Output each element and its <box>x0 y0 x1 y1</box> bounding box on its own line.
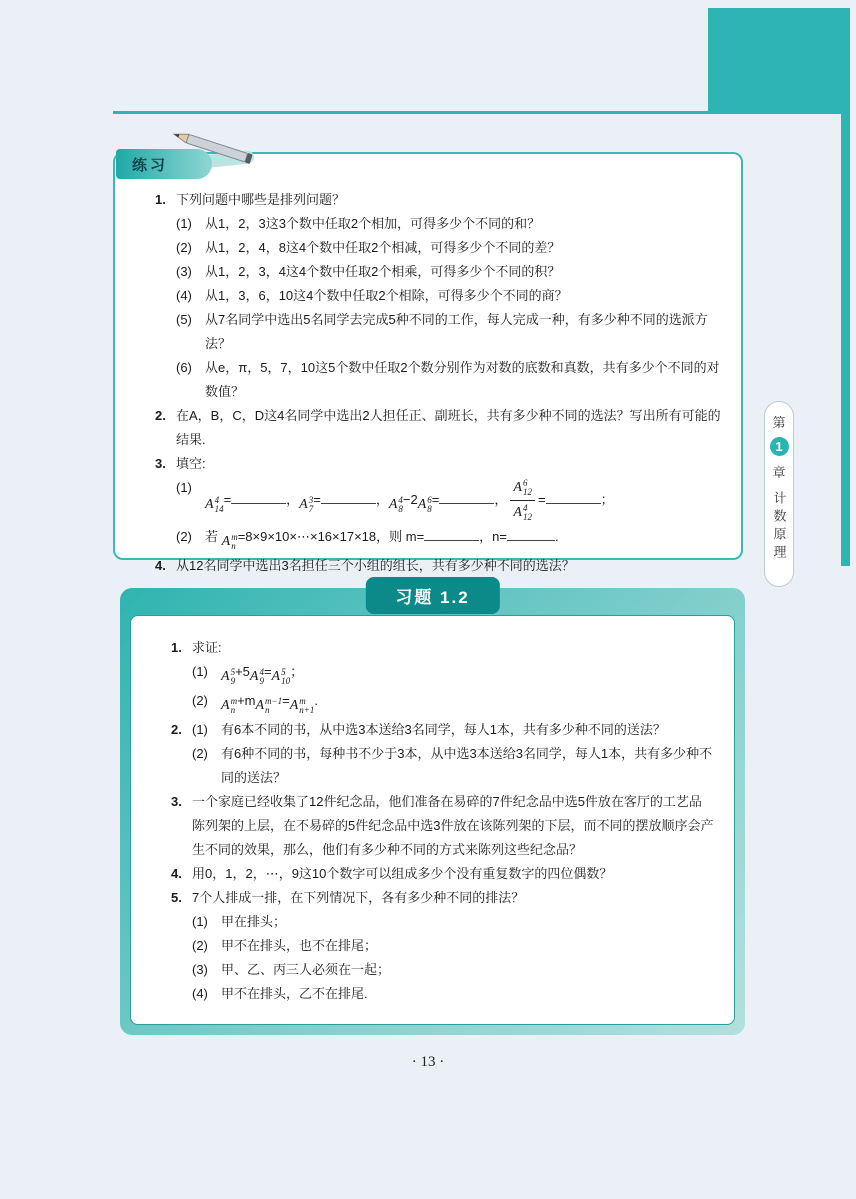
item-number: 5. <box>171 890 182 905</box>
problem-line <box>155 404 727 452</box>
problems-box <box>120 588 745 1035</box>
text-segment: 从1，3，6，10这4个数中任取2个相除，可得多少个不同的商？ <box>205 288 568 303</box>
problem-line <box>171 689 714 718</box>
text-segment: ，n= <box>479 529 507 544</box>
text-segment: . <box>314 693 318 708</box>
problem-line <box>155 188 727 212</box>
text-segment: ； <box>290 664 304 679</box>
sub-item-number: (2) <box>176 240 192 255</box>
text-segment: 从1，2，3这3个数中任取2个相加，可得多少个不同的和？ <box>205 216 541 231</box>
text-segment: 从7名同学中选出5名同学去完成5种不同的工作，每人完成一种，有多少种不同的选派方法？ <box>205 312 708 351</box>
problem-line <box>171 636 714 660</box>
sub-item-number: (5) <box>176 312 192 327</box>
text-segment: ， <box>375 491 389 507</box>
chapter-tab <box>764 401 794 587</box>
problem-text <box>192 636 714 660</box>
exercise-box <box>113 152 743 573</box>
math-symbol: A 3 7 <box>299 494 314 514</box>
problem-text <box>205 236 727 260</box>
problem-text <box>221 910 714 934</box>
text-segment: 用0，1，2，⋯，9这10个数字可以组成多少个没有重复数字的四位偶数？ <box>192 866 613 881</box>
problem-line <box>155 212 727 236</box>
text-segment: 7个人排成一排，在下列情况下，各有多少种不同的排法？ <box>192 890 525 905</box>
top-rule <box>113 111 744 114</box>
problem-line <box>155 236 727 260</box>
problem-text <box>176 404 727 452</box>
problem-line <box>171 934 714 958</box>
problem-line <box>171 886 714 910</box>
item-number: 1. <box>155 192 166 207</box>
blank-underline <box>439 490 494 504</box>
text-segment: = <box>537 491 546 507</box>
text-segment: −2 <box>402 491 418 507</box>
problem-text <box>205 260 727 284</box>
item-number: 3. <box>155 456 166 471</box>
text-segment: = <box>313 491 321 507</box>
problem-line <box>155 356 727 404</box>
sub-item-number: (4) <box>192 986 208 1001</box>
problem-line <box>155 284 727 308</box>
sub-item-number: (2) <box>192 746 208 761</box>
chapter-title-vertical: 计数原理 <box>771 491 787 563</box>
math-symbol: A m n <box>221 696 238 715</box>
text-segment: = <box>282 693 290 708</box>
math-symbol: A 6 12 <box>513 478 532 497</box>
text-segment: 填空: <box>176 456 206 471</box>
problem-line <box>155 476 727 525</box>
problem-line <box>171 660 714 689</box>
problem-line <box>171 910 714 934</box>
fraction <box>510 476 535 525</box>
problem-text <box>205 308 727 356</box>
problem-text <box>192 886 714 910</box>
sub-item-number: (6) <box>176 360 192 375</box>
text-segment: 有6种不同的书，每种书不少于3本，从中选3本送给3名同学，每人1本，共有多少种不同的送法？ <box>221 746 713 785</box>
text-segment: 从e，π，5，7，10这5个数中任取2个数分别作为对数的底数和真数，共有多少个不同的对数值？ <box>205 360 720 399</box>
problem-line <box>171 742 714 790</box>
side-strip <box>841 8 850 566</box>
blank-underline <box>507 527 555 541</box>
math-symbol: A 4 12 <box>513 503 532 522</box>
item-number: 3. <box>171 794 182 809</box>
math-symbol: A 4 14 <box>205 494 224 514</box>
problem-line <box>155 525 727 554</box>
text-segment: +5 <box>235 664 250 679</box>
item-number: 4. <box>155 558 166 573</box>
problem-text <box>192 862 714 886</box>
problem-line <box>171 790 714 862</box>
problem-text <box>221 934 714 958</box>
math-symbol: A 4 9 <box>249 667 264 686</box>
problem-line <box>171 718 714 742</box>
problem-text <box>205 212 727 236</box>
sub-item-number: (1) <box>192 914 208 929</box>
problem-text <box>205 356 727 404</box>
math-symbol: A 6 8 <box>417 494 432 514</box>
math-symbol: A m−1 n <box>255 696 283 715</box>
text-segment: 从1，2，3，4这4个数中任取2个相乘，可得多少个不同的积？ <box>205 264 561 279</box>
math-symbol: A 4 8 <box>388 494 403 514</box>
chapter-post-label: 章 <box>772 465 786 480</box>
text-segment: =8×9×10×⋯×16×17×18，则 m= <box>237 529 425 544</box>
problem-text <box>192 790 714 862</box>
problem-line <box>155 452 727 476</box>
blank-underline <box>424 527 479 541</box>
text-segment: 求证: <box>192 640 222 655</box>
text-segment: 甲不在排头，也不在排尾； <box>221 938 378 953</box>
page-number: · 13 · <box>411 1054 445 1070</box>
problem-text <box>221 689 714 718</box>
sub-item-number: (1) <box>176 480 192 495</box>
math-symbol: A m n <box>221 532 238 551</box>
problem-line <box>171 862 714 886</box>
item-number: 1. <box>171 640 182 655</box>
text-segment: ， <box>494 491 508 507</box>
sub-item-number: (3) <box>176 264 192 279</box>
problem-line <box>155 308 727 356</box>
exercise-tab-label: 练习 <box>132 156 169 174</box>
problem-text <box>205 476 727 525</box>
blank-underline <box>546 490 601 504</box>
sub-item-number: (1) <box>192 722 208 737</box>
problems-inner-panel <box>130 615 735 1025</box>
pencil-icon <box>168 124 268 174</box>
text-segment: 从1，2，4，8这4个数中任取2个相减，可得多少个不同的差？ <box>205 240 561 255</box>
problems-header: 习题 1.2 <box>365 577 499 614</box>
math-symbol: A 5 9 <box>221 667 236 686</box>
sub-item-number: (4) <box>176 288 192 303</box>
chapter-pre-label: 第 <box>772 415 786 430</box>
top-banner <box>708 8 850 114</box>
problem-text <box>221 660 714 689</box>
text-segment: = <box>223 491 232 507</box>
text-segment: 有6本不同的书，从中选3本送给3名同学，每人1本，共有多少种不同的送法？ <box>221 722 666 737</box>
sub-item-number: (1) <box>176 216 192 231</box>
chapter-number-badge: 1 <box>770 437 789 456</box>
problems-content <box>171 636 714 1006</box>
text-segment: 下列问题中哪些是排列问题？ <box>176 192 346 207</box>
blank-underline <box>231 490 286 504</box>
text-segment: 从12名同学中选出3名担任三个小组的组长，共有多少种不同的选法？ <box>176 558 575 573</box>
math-symbol: A 5 10 <box>271 667 291 686</box>
problem-text <box>221 958 714 982</box>
item-number: 4. <box>171 866 182 881</box>
text-segment: 在A，B，C，D这4名同学中选出2人担任正、副班长，共有多少种不同的选法？写出所有可能的结果. <box>176 408 721 447</box>
sub-item-number: (2) <box>176 529 192 544</box>
text-segment: ； <box>600 491 614 507</box>
problem-text <box>221 742 714 790</box>
problem-text <box>205 525 727 554</box>
text-segment: = <box>263 664 272 679</box>
text-segment: 甲、乙、丙三人必须在一起； <box>221 962 391 977</box>
problem-line <box>171 982 714 1006</box>
text-segment: 甲不在排头，乙不在排尾. <box>221 986 368 1001</box>
problem-line <box>155 554 727 578</box>
problem-text <box>221 982 714 1006</box>
math-symbol: A m n+1 <box>289 696 315 715</box>
text-segment: 甲在排头； <box>221 914 287 929</box>
exercise-content <box>115 154 741 578</box>
sub-item-number: (2) <box>192 693 208 708</box>
sub-item-number: (3) <box>192 962 208 977</box>
text-segment: 若 <box>205 529 222 544</box>
item-number: 2. <box>171 722 182 737</box>
text-segment: ， <box>286 491 300 507</box>
sub-item-number: (2) <box>192 938 208 953</box>
problem-text <box>176 554 727 578</box>
problem-text <box>176 188 727 212</box>
problem-text <box>221 718 714 742</box>
problem-text <box>205 284 727 308</box>
problem-text <box>176 452 727 476</box>
item-number: 2. <box>155 408 166 423</box>
text-segment: . <box>555 529 559 544</box>
text-segment: 一个家庭已经收集了12件纪念品，他们准备在易碎的7件纪念品中选5件放在客厅的工艺品陈列架的上层，在不易碎的5件纪念品中选3件放在该陈列架的下层，而不同的摆放顺序会产生不同的效果，那么，他们有多少种不同的方式来陈列这些纪念品？ <box>192 794 714 857</box>
problem-line <box>171 958 714 982</box>
sub-item-number: (1) <box>192 664 208 679</box>
problem-line <box>155 260 727 284</box>
text-segment: +m <box>237 693 256 708</box>
blank-underline <box>321 490 376 504</box>
text-segment: = <box>431 491 440 507</box>
